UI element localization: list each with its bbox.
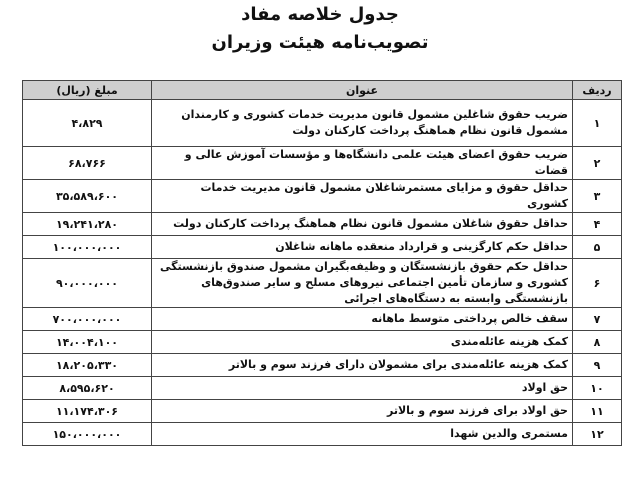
row-number: ۹ <box>573 354 622 377</box>
table-row <box>23 377 622 400</box>
table-row <box>23 331 622 354</box>
row-amount: ۴،۸۲۹ <box>23 100 152 147</box>
row-title: ضریب حقوق اعضای هیئت علمی دانشگاه‌ها و مؤسسات آموزش عالی و قضات <box>152 147 573 180</box>
row-amount: ۱۱،۱۷۴،۳۰۶ <box>23 400 152 423</box>
summary-table <box>22 80 622 446</box>
row-number: ۱ <box>573 100 622 147</box>
row-title: حق اولاد <box>152 377 573 400</box>
table-row <box>23 147 622 180</box>
row-amount: ۱۵۰،۰۰۰،۰۰۰ <box>23 423 152 446</box>
row-title: حداقل حقوق و مزایای مستمرشاغلان مشمول قانون مدیریت خدمات کشوری <box>152 180 573 213</box>
row-title: سقف خالص پرداختی متوسط ماهانه <box>152 308 573 331</box>
row-title: حداقل حقوق شاغلان مشمول قانون نظام هماهنگ پرداخت کارکنان دولت <box>152 213 573 236</box>
row-number: ۲ <box>573 147 622 180</box>
row-amount: ۷۰۰،۰۰۰،۰۰۰ <box>23 308 152 331</box>
row-number: ۱۲ <box>573 423 622 446</box>
summary-table-container <box>22 80 620 446</box>
table-row <box>23 259 622 308</box>
row-title: ضریب حقوق شاغلین مشمول قانون مدیریت خدمات کشوری و کارمندان مشمول قانون نظام هماهنگ پرداخت کارکنان دولت <box>152 100 573 147</box>
row-title: کمک هزینه عائله‌مندی برای مشمولان دارای فرزند سوم و بالاتر <box>152 354 573 377</box>
row-number: ۵ <box>573 236 622 259</box>
row-number: ۴ <box>573 213 622 236</box>
row-title: مستمری والدین شهدا <box>152 423 573 446</box>
column-header-title: عنوان <box>152 81 573 100</box>
row-amount: ۱۸،۲۰۵،۳۳۰ <box>23 354 152 377</box>
row-amount: ۱۴،۰۰۴،۱۰۰ <box>23 331 152 354</box>
table-row <box>23 236 622 259</box>
row-amount: ۱۹،۲۴۱،۲۸۰ <box>23 213 152 236</box>
row-amount: ۳۵،۵۸۹،۶۰۰ <box>23 180 152 213</box>
table-row <box>23 213 622 236</box>
row-amount: ۱۰۰،۰۰۰،۰۰۰ <box>23 236 152 259</box>
row-number: ۷ <box>573 308 622 331</box>
table-header-row <box>23 81 622 100</box>
column-header-amount: مبلغ (ریال) <box>23 81 152 100</box>
row-amount: ۹۰،۰۰۰،۰۰۰ <box>23 259 152 308</box>
page-subtitle: تصویب‌نامه هیئت وزیران <box>211 32 429 53</box>
row-number: ۸ <box>573 331 622 354</box>
table-row <box>23 423 622 446</box>
row-title: حداقل حکم حقوق بازنشستگان و وظیفه‌بگیران مشمول صندوق بازنشستگی کشوری و سازمان تأمین اجتماعی نیروهای مسلح و سایر صندوق‌های بازنشستگی وابسته به دستگاه‌های اجرائی <box>152 259 573 308</box>
row-number: ۱۰ <box>573 377 622 400</box>
column-header-row: ردیف <box>573 81 622 100</box>
row-title: حق اولاد برای فرزند سوم و بالاتر <box>152 400 573 423</box>
row-amount: ۶۸،۷۶۶ <box>23 147 152 180</box>
row-number: ۳ <box>573 180 622 213</box>
table-row <box>23 180 622 213</box>
row-title: کمک هزینه عائله‌مندی <box>152 331 573 354</box>
row-number: ۶ <box>573 259 622 308</box>
table-row <box>23 354 622 377</box>
page-title: جدول خلاصه مفاد <box>241 4 399 25</box>
row-title: حداقل حکم کارگزینی و قرارداد منعقده ماهانه شاغلان <box>152 236 573 259</box>
table-row <box>23 100 622 147</box>
row-number: ۱۱ <box>573 400 622 423</box>
table-row <box>23 308 622 331</box>
table-row <box>23 400 622 423</box>
row-amount: ۸،۵۹۵،۶۲۰ <box>23 377 152 400</box>
